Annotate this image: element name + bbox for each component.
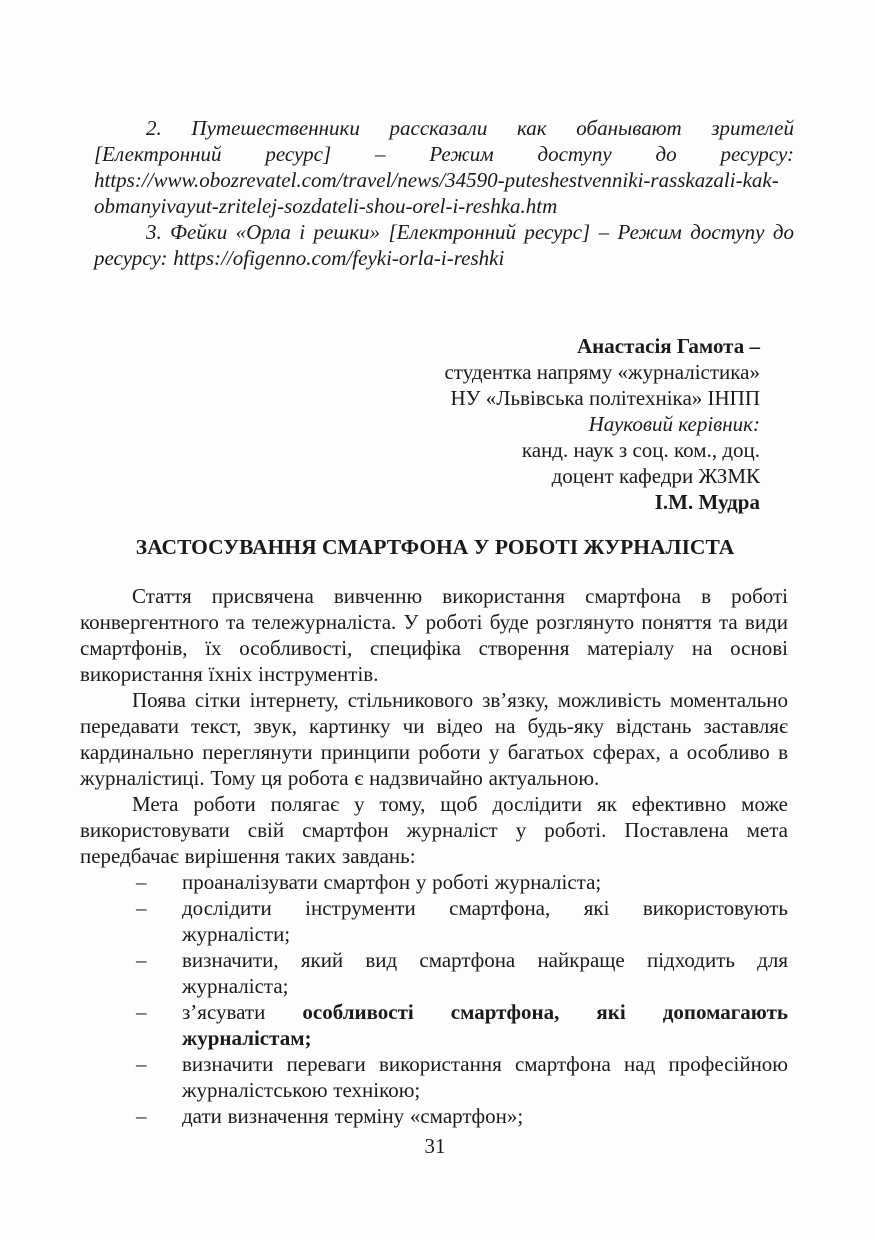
supervisor-position: доцент кафедри ЖЗМК (551, 464, 760, 488)
task-text: з’ясувати (182, 1000, 303, 1024)
author-block (82, 333, 788, 515)
article-body (80, 583, 788, 1129)
author-role: студентка напряму «журналістика» (444, 360, 760, 384)
references-section (94, 115, 794, 271)
task-text: визначити, який вид смартфона найкраще підходить для журналіста; (182, 948, 788, 998)
supervisor-degree: канд. наук з соц. ком., доц. (521, 438, 760, 462)
dash-marker: – (136, 1104, 147, 1128)
task-item (80, 999, 788, 1051)
dash-marker: – (136, 896, 147, 920)
task-text: проаналізувати смартфон у роботі журналіста; (182, 870, 602, 894)
paragraph-abstract: Стаття присвячена вивченню використання смартфона в роботі конвергентного та тележурналіста. У роботі буде розглянуто поняття та види смартфонів, їх особливості, специфіка створення матеріалу на основі використання їхніх інструментів. (80, 584, 788, 686)
task-item (80, 895, 788, 947)
task-text: визначити переваги використання смартфона над професійною журналістською технікою; (182, 1052, 788, 1102)
dash-marker: – (136, 948, 147, 972)
reference-item-3: 3. Фейки «Орла і решки» [Електронний ресурс] – Режим доступу до ресурсу: https://ofigenno.com/feyki-orla-i-reshki (94, 220, 794, 270)
dash-marker: – (136, 1052, 147, 1076)
page-number: 31 (424, 1134, 446, 1158)
dash-marker: – (136, 1000, 147, 1024)
author-name: Анастасія Гамота – (576, 334, 760, 358)
article-title: ЗАСТОСУВАННЯ СМАРТФОНА У РОБОТІ ЖУРНАЛІСТА (135, 535, 735, 559)
supervisor-label: Науковий керівник: (588, 412, 760, 436)
paragraph-relevance: Поява сітки інтернету, стільникового зв’язку, можливість моментально передавати текст, звук, картинку чи відео на будь-яку відстань заставляє кардинально переглянути принципи роботи у багатьох сферах, а особливо в журналістиці. Тому ця робота є надзвичайно актуальною. (80, 688, 788, 790)
task-text: дати визначення терміну «смартфон»; (182, 1104, 524, 1128)
reference-item-2: 2. Путешественники рассказали как обанывают зрителей [Електронний ресурс] – Режим доступу до ресурсу: https://www.obozrevatel.com/travel/news/34590-puteshestvenniki-rasskazali-kak-obmanyivayut-zritelej-sozdateli-shou-orel-i-reshka.htm (94, 116, 794, 218)
task-item (80, 869, 788, 895)
task-text: дослідити інструменти смартфона, які використовують журналісти; (182, 896, 788, 946)
task-item (80, 1051, 788, 1103)
paragraph-goal: Мета роботи полягає у тому, щоб дослідити як ефективно може використовувати свій смартфон журналіст у роботі. Поставлена мета передбачає вирішення таких завдань: (80, 792, 788, 868)
author-affiliation: НУ «Львівська політехніка» ІНПП (450, 386, 760, 410)
dash-marker: – (136, 870, 147, 894)
task-text-bold: особливості смартфона, які допомагають журналістам; (182, 1000, 788, 1050)
supervisor-name: І.М. Мудра (654, 490, 760, 514)
task-item (80, 947, 788, 999)
task-item (80, 1103, 788, 1129)
task-list (80, 869, 788, 1129)
